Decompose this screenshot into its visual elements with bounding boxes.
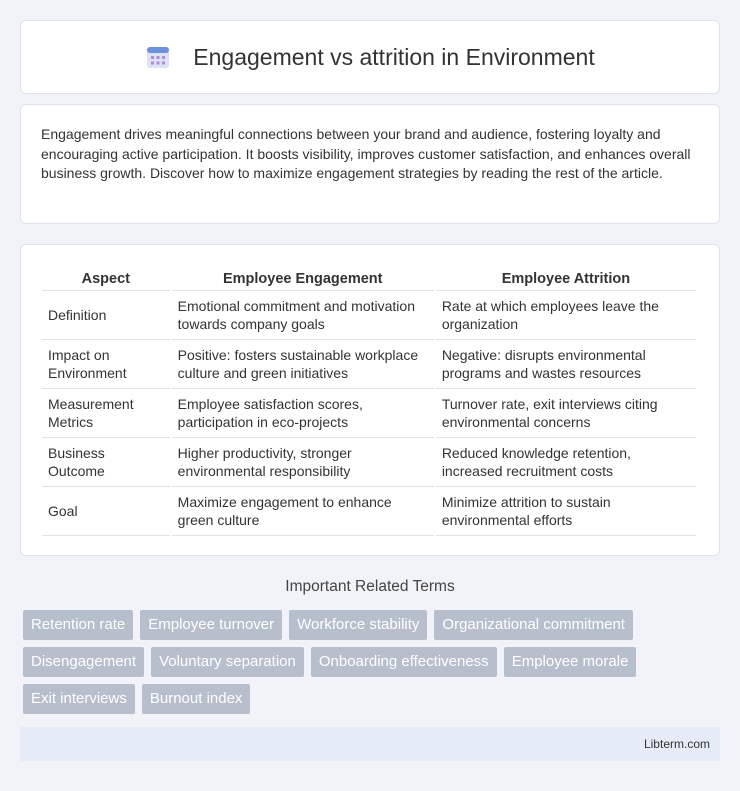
cell-aspect: Measurement Metrics xyxy=(42,389,170,438)
comparison-table xyxy=(40,265,698,536)
header-aspect: Aspect xyxy=(42,265,170,291)
cell-aspect: Definition xyxy=(42,291,170,340)
table-row xyxy=(42,389,696,438)
table-header-row xyxy=(42,265,696,291)
tag-onboarding-effectiveness[interactable]: Onboarding effectiveness xyxy=(311,647,497,677)
table-row xyxy=(42,438,696,487)
cell-aspect: Business Outcome xyxy=(42,438,170,487)
table-row xyxy=(42,487,696,536)
cell-attrition: Minimize attrition to sustain environmental efforts xyxy=(436,487,696,536)
cell-attrition: Negative: disrupts environmental programs and wastes resources xyxy=(436,340,696,389)
title-card xyxy=(20,20,720,94)
header-attrition: Employee Attrition xyxy=(436,265,696,291)
footer xyxy=(20,727,720,761)
intro-card xyxy=(20,104,720,224)
cell-aspect: Impact on Environment xyxy=(42,340,170,389)
tag-employee-morale[interactable]: Employee morale xyxy=(504,647,637,677)
related-terms-heading: Important Related Terms xyxy=(285,578,455,595)
cell-engagement: Positive: fosters sustainable workplace culture and green initiatives xyxy=(172,340,434,389)
tag-workforce-stability[interactable]: Workforce stability xyxy=(289,610,427,640)
calendar-grid-icon xyxy=(145,44,171,70)
cell-attrition: Rate at which employees leave the organization xyxy=(436,291,696,340)
tag-disengagement[interactable]: Disengagement xyxy=(23,647,144,677)
cell-engagement: Maximize engagement to enhance green culture xyxy=(172,487,434,536)
cell-engagement: Higher productivity, stronger environmental responsibility xyxy=(172,438,434,487)
tag-employee-turnover[interactable]: Employee turnover xyxy=(140,610,282,640)
tag-exit-interviews[interactable]: Exit interviews xyxy=(23,684,135,714)
cell-attrition: Reduced knowledge retention, increased recruitment costs xyxy=(436,438,696,487)
cell-engagement: Emotional commitment and motivation towards company goals xyxy=(172,291,434,340)
intro-text: Engagement drives meaningful connections between your brand and audience, fostering loyalty and encouraging active participation. It boosts visibility, improves customer satisfaction, and enhances overall business growth. Discover how to maximize engagement strategies by reading the rest of the article. xyxy=(41,126,691,181)
tag-retention-rate[interactable]: Retention rate xyxy=(23,610,133,640)
tag-voluntary-separation[interactable]: Voluntary separation xyxy=(151,647,304,677)
comparison-table-card xyxy=(20,244,720,556)
cell-aspect: Goal xyxy=(42,487,170,536)
footer-site-link[interactable]: Libterm.com xyxy=(643,737,710,751)
related-terms-list xyxy=(23,610,713,714)
tag-organizational-commitment[interactable]: Organizational commitment xyxy=(434,610,633,640)
cell-attrition: Turnover rate, exit interviews citing environmental concerns xyxy=(436,389,696,438)
cell-engagement: Employee satisfaction scores, participation in eco-projects xyxy=(172,389,434,438)
page-title: Engagement vs attrition in Environment xyxy=(193,43,595,70)
tag-burnout-index[interactable]: Burnout index xyxy=(142,684,251,714)
table-row xyxy=(42,340,696,389)
header-engagement: Employee Engagement xyxy=(172,265,434,291)
table-row xyxy=(42,291,696,340)
